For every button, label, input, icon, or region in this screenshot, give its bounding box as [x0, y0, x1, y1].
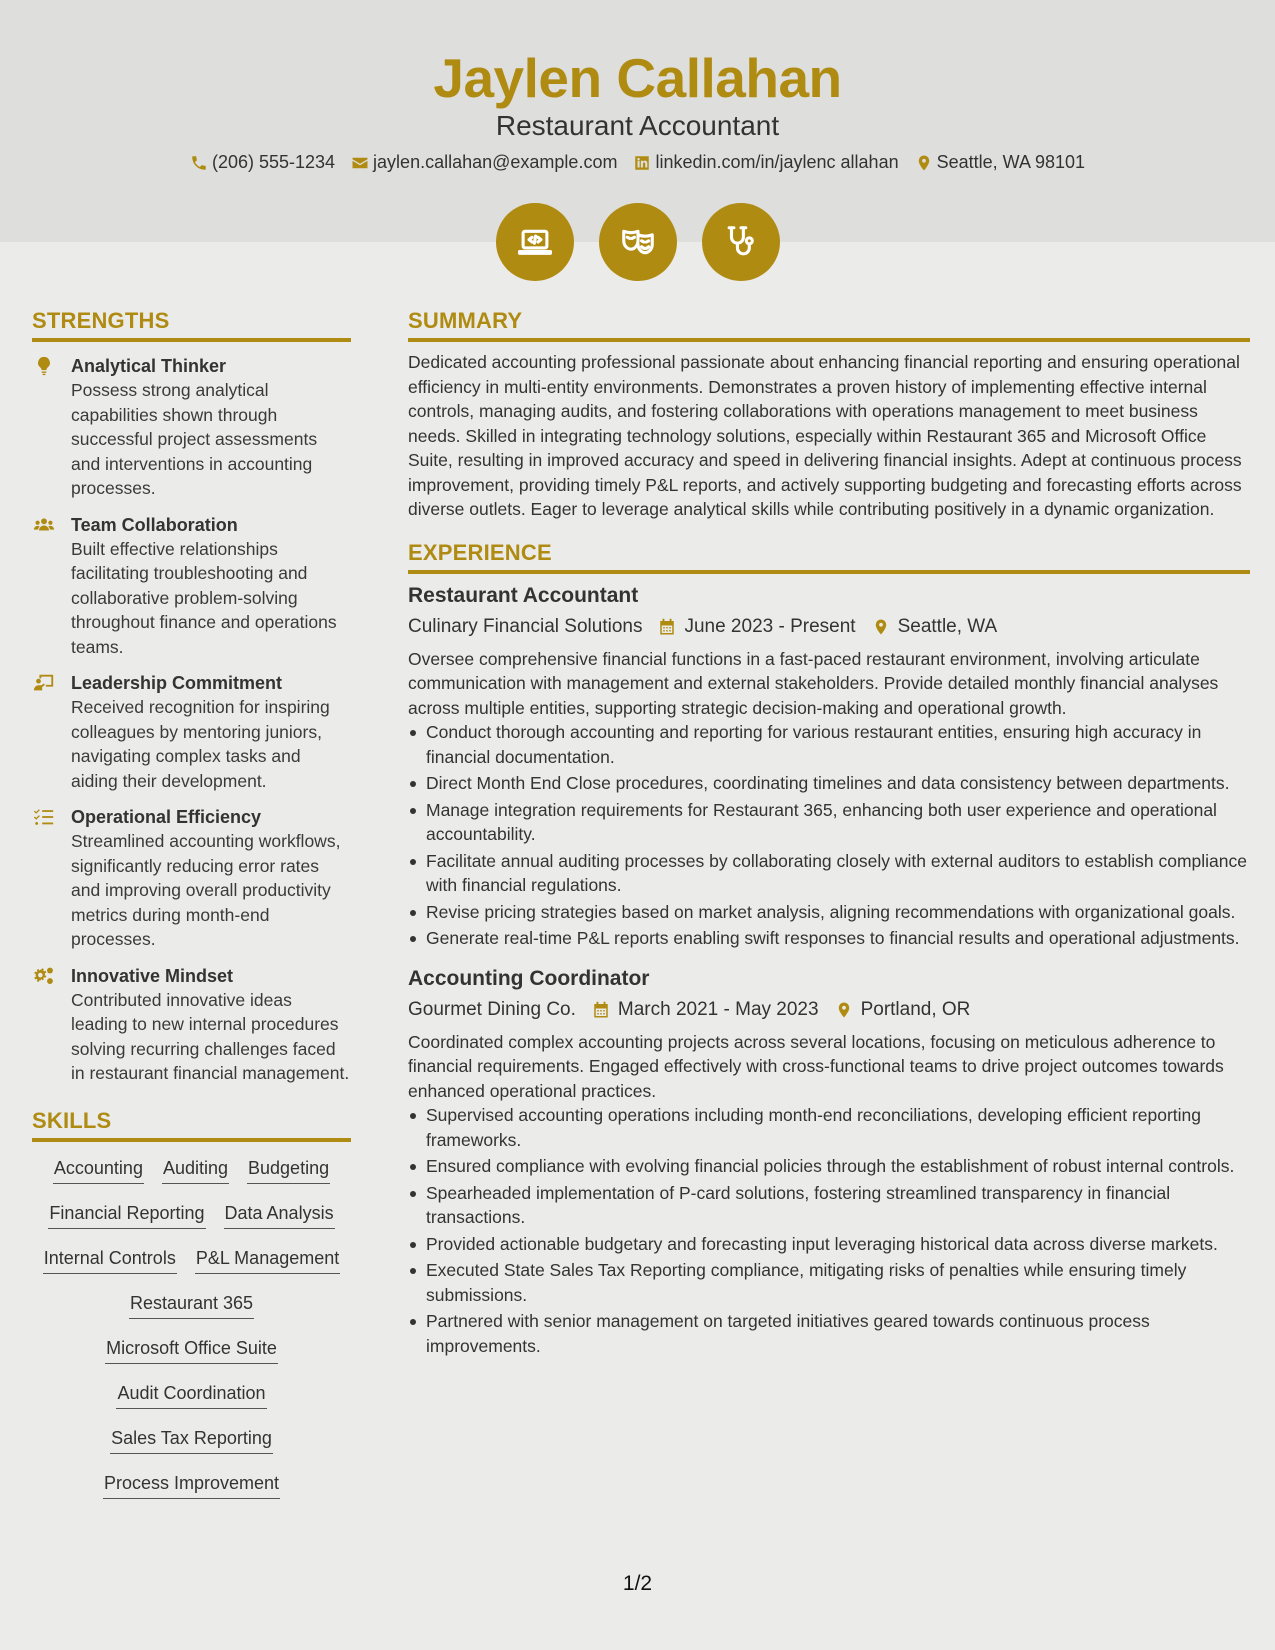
job-meta [408, 998, 1250, 1022]
contact-location-text: Seattle, WA 98101 [936, 152, 1086, 172]
job-company: Culinary Financial Solutions [408, 615, 643, 637]
linkedin-icon [633, 154, 651, 172]
strength-text: Contributed innovative ideas leading to new internal procedures solving recurring challenges faced in restaurant financial management. [71, 989, 350, 1083]
skill-tag: Sales Tax Reporting [110, 1426, 273, 1454]
lightbulb-icon [32, 355, 56, 377]
calendar-icon [658, 618, 676, 636]
strength-item [32, 354, 351, 501]
strength-text: Built effective relationships facilitating troubleshooting and collaborative problem-solving throughout finance and operations teams. [71, 538, 337, 657]
theater-masks-icon [619, 223, 657, 261]
summary-text: Dedicated accounting professional passionate about enhancing financial reporting and ensuring operational efficiency in multi-entity environments. Demonstrates a proven history of implementing effective internal controls, managing audits, and fostering collaborations with operations management to meet business needs. Skilled in integrating technology solutions, especially within Restaurant 365 and Microsoft Office Suite, resulting in improved accuracy and speed in delivering financial insights. Adept at continuous process improvement, providing timely P&L reports, and actively supporting budgeting and forecasting efforts across diverse outlets. Eager to leverage analytical skills while contributing positively in a dynamic organization. [408, 352, 1242, 519]
contact-phone[interactable] [190, 152, 335, 173]
skill-tag: Accounting [53, 1156, 144, 1184]
stethoscope-icon [722, 223, 760, 261]
experience-heading: EXPERIENCE [408, 540, 1250, 574]
job-bullet: Ensured compliance with evolving financial policies through the establishment of robust internal controls. [408, 1154, 1250, 1179]
job-bullet: Revise pricing strategies based on market analysis, aligning recommendations with organizational goals. [408, 900, 1250, 925]
job-bullet: Direct Month End Close procedures, coordinating timelines and data consistency between departments. [408, 771, 1250, 796]
badge-laptop-code [496, 203, 574, 281]
summary-heading: SUMMARY [408, 308, 1250, 342]
job-bullet: Facilitate annual auditing processes by collaborating closely with external auditors to establish compliance with financial regulations. [408, 849, 1250, 898]
strength-item [32, 964, 351, 1086]
skill-tag: Financial Reporting [48, 1201, 205, 1229]
job-location: Portland, OR [860, 998, 971, 1020]
job-title: Restaurant Accountant [408, 583, 639, 607]
phone-icon [190, 154, 208, 172]
strength-text: Possess strong analytical capabilities shown through successful project assessments and interventions in accounting processes. [71, 380, 318, 498]
skill-tag: Process Improvement [103, 1471, 280, 1499]
strength-title: Analytical Thinker [71, 356, 227, 376]
left-column [32, 308, 351, 1499]
contact-location [915, 152, 1085, 173]
location-pin-icon [915, 154, 933, 172]
job-bullet: Conduct thorough accounting and reporting for various restaurant entities, ensuring high accuracy in financial documentation. [408, 720, 1250, 769]
job-description: Oversee comprehensive financial functions in a fast-paced restaurant environment, involving articulate communication with management and external stakeholders. Provide detailed monthly financial analyses across multiple entities, supporting strategic decision-making and operational growth. [408, 648, 1219, 718]
skill-tag: Data Analysis [224, 1201, 335, 1229]
calendar-icon [592, 1001, 610, 1019]
job-description: Coordinated complex accounting projects across several locations, focusing on meticulous adherence to financial requirements. Engaged effectively with cross-functional teams to drive project outcomes towards enhanced operational practices. [408, 1031, 1224, 1101]
strength-text: Streamlined accounting workflows, significantly reducing error rates and improving overall productivity metrics during month-end processes. [71, 831, 341, 949]
contact-email[interactable] [351, 152, 617, 173]
skill-tag: Restaurant 365 [129, 1291, 254, 1319]
strength-item [32, 805, 351, 952]
job-bullets [408, 720, 1250, 951]
skill-tag: Microsoft Office Suite [105, 1336, 278, 1364]
badge-theater-masks [599, 203, 677, 281]
users-icon [32, 514, 56, 536]
strengths-heading: STRENGTHS [32, 308, 351, 342]
job-bullets [408, 1103, 1250, 1358]
job-company: Gourmet Dining Co. [408, 998, 576, 1020]
job-bullet: Supervised accounting operations including month-end reconciliations, developing efficient reporting frameworks. [408, 1103, 1250, 1152]
skill-tag: Audit Coordination [116, 1381, 266, 1409]
candidate-role: Restaurant Accountant [495, 110, 780, 141]
strength-text: Received recognition for inspiring colleagues by mentoring juniors, navigating complex tasks and aiding their development. [71, 697, 330, 791]
job-bullet: Generate real-time P&L reports enabling swift responses to financial results and operational adjustments. [408, 926, 1250, 951]
skill-tag: P&L Management [195, 1246, 340, 1274]
contact-row [0, 152, 1275, 173]
envelope-icon [351, 154, 369, 172]
contact-linkedin[interactable] [633, 152, 898, 173]
job-bullet: Partnered with senior management on targeted initiatives geared towards continuous process improvements. [408, 1309, 1250, 1358]
job-bullet: Spearheaded implementation of P-card solutions, fostering streamlined transparency in financial transactions. [408, 1181, 1250, 1230]
strength-title: Leadership Commitment [71, 673, 283, 693]
job-bullet: Provided actionable budgetary and forecasting input leveraging historical data across diverse markets. [408, 1232, 1250, 1257]
skills-list [32, 1156, 351, 1499]
job-bullet: Executed State Sales Tax Reporting compliance, mitigating risks of penalties while ensuring timely submissions. [408, 1258, 1250, 1307]
skill-tag: Budgeting [247, 1156, 330, 1184]
location-pin-icon [835, 1001, 853, 1019]
contact-phone-text: (206) 555-1234 [211, 152, 336, 172]
skills-heading: SKILLS [32, 1108, 351, 1142]
strength-title: Team Collaboration [71, 514, 238, 535]
page-number: 1/2 [622, 1572, 653, 1595]
interest-badges [0, 203, 1275, 281]
contact-email-text: jaylen.callahan@example.com [373, 152, 618, 172]
location-pin-icon [872, 618, 890, 636]
job-dates: June 2023 - Present [684, 615, 856, 637]
job-location: Seattle, WA [897, 615, 998, 637]
job-meta [408, 615, 1250, 639]
job-entry [408, 965, 1250, 1359]
laptop-code-icon [516, 223, 554, 261]
cogs-icon [32, 965, 56, 987]
job-title: Accounting Coordinator [408, 966, 650, 990]
skill-tag: Auditing [162, 1156, 229, 1184]
right-column [408, 308, 1250, 1360]
contact-linkedin-text: linkedin.com/in/jaylenc allahan [655, 152, 899, 172]
strength-item [32, 671, 351, 793]
skill-tag: Internal Controls [43, 1246, 177, 1274]
job-bullet: Manage integration requirements for Restaurant 365, enhancing both user experience and operational accountability. [408, 798, 1250, 847]
chalkboard-teacher-icon [32, 672, 56, 694]
strength-title: Operational Efficiency [71, 807, 262, 827]
badge-stethoscope [702, 203, 780, 281]
strength-item [32, 513, 351, 660]
job-entry [408, 582, 1250, 951]
tasks-list-icon [32, 806, 56, 828]
strength-title: Innovative Mindset [71, 965, 234, 986]
candidate-name: Jaylen Callahan [433, 47, 842, 109]
job-dates: March 2021 - May 2023 [617, 998, 819, 1020]
